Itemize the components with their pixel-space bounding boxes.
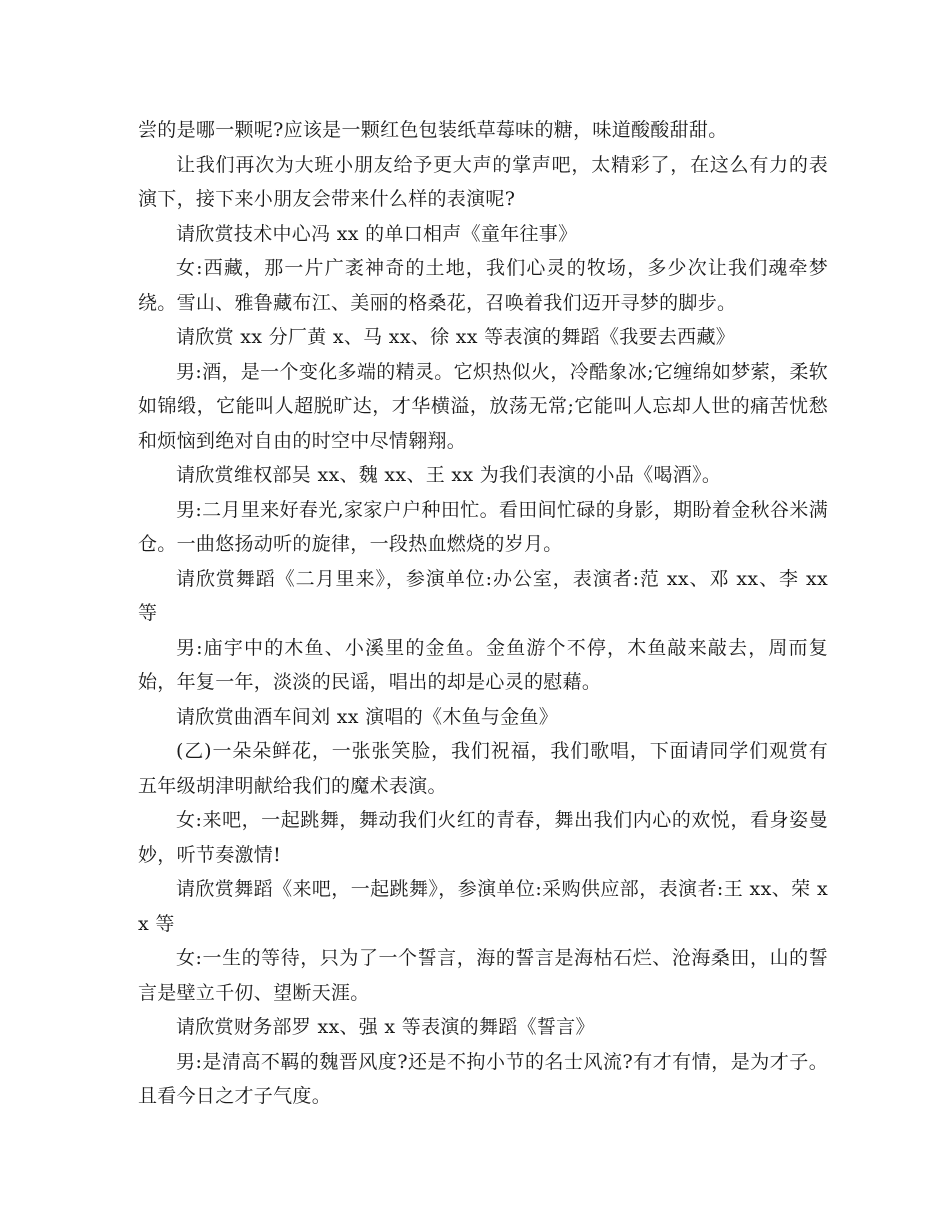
- paragraph: 女:西藏，那一片广袤神奇的土地，我们心灵的牧场，多少次让我们魂牵梦绕。雪山、雅鲁藏布江、美丽的格桑花，召唤着我们迈开寻梦的脚步。: [138, 257, 828, 314]
- paragraph: 男:二月里来好春光,家家户户种田忙。看田间忙碌的身影，期盼着金秋谷米满仓。一曲悠扬动听的旋律，一段热血燃烧的岁月。: [138, 498, 828, 555]
- document-body: [138, 113, 828, 1114]
- paragraph: 男:是清高不羁的魏晋风度?还是不拘小节的名士风流?有才有情，是为才子。且看今日之才子气度。: [138, 1050, 828, 1107]
- paragraph: 请欣赏维权部吴 xx、魏 xx、王 xx 为我们表演的小品《喝酒》。: [176, 464, 722, 486]
- paragraph: 男:庙宇中的木鱼、小溪里的金鱼。金鱼游个不停，木鱼敲来敲去，周而复始，年复一年，淡淡的民谣，唱出的却是心灵的慰藉。: [138, 636, 828, 693]
- paragraph: (乙)一朵朵鲜花，一张张笑脸，我们祝福，我们歌唱，下面请同学们观赏有五年级胡津明献给我们的魔术表演。: [138, 740, 828, 797]
- paragraph: 请欣赏财务部罗 xx、强 x 等表演的舞蹈《誓言》: [176, 1016, 595, 1038]
- paragraph: 尝的是哪一颗呢?应该是一颗红色包装纸草莓味的糖，味道酸酸甜甜。: [138, 119, 728, 141]
- paragraph: 请欣赏舞蹈《二月里来》，参演单位:办公室，表演者:范 xx、邓 xx、李 xx 等: [138, 567, 828, 624]
- paragraph: 让我们再次为大班小朋友给予更大声的掌声吧，太精彩了，在这么有力的表演下，接下来小朋友会带来什么样的表演呢?: [138, 153, 828, 210]
- paragraph: 请欣赏 xx 分厂黄 x、马 xx、徐 xx 等表演的舞蹈《我要去西藏》: [176, 326, 736, 348]
- paragraph: 请欣赏技术中心冯 xx 的单口相声《童年往事》: [176, 222, 578, 245]
- paragraph: 男:酒，是一个变化多端的精灵。它炽热似火，冷酷象冰;它缠绵如梦萦，柔软如锦缎，它能叫人超脱旷达，才华横溢，放荡无常;它能叫人忘却人世的痛苦忧愁和烦恼到绝对自由的时空中尽情翱翔。: [138, 360, 828, 452]
- paragraph: 女:一生的等待，只为了一个誓言，海的誓言是海枯石烂、沧海桑田，山的誓言是壁立千仞、望断天涯。: [138, 947, 828, 1004]
- paragraph: 女:来吧，一起跳舞，舞动我们火红的青春，舞出我们内心的欢悦，看身姿曼妙，听节奏激情!: [138, 809, 828, 866]
- paragraph: 请欣赏曲酒车间刘 xx 演唱的《木鱼与金鱼》: [176, 705, 559, 728]
- paragraph: 请欣赏舞蹈《来吧，一起跳舞》，参演单位:采购供应部，表演者:王 xx、荣 xx 等: [138, 878, 828, 935]
